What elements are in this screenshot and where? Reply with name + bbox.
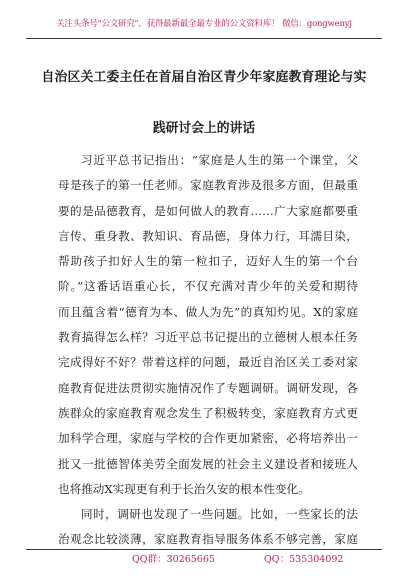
body-line: 族群众的家庭教育观念发生了积极转变，家庭教育方式更 (58, 405, 358, 420)
body-line: 也将推动X实现更有利于长治久安的根本性变化。 (58, 481, 310, 496)
body-line: 教育搞得怎么样？习近平总书记提出的立德树人根本任务 (58, 330, 358, 345)
body-line: 治观念比较淡薄，家庭教育指导服务体系不够完善，家庭 (58, 532, 358, 547)
body-line: 加科学合理，家庭与学校的合作更加紧密，必将培养出一 (58, 431, 358, 446)
body-line: 完成得好不好？带着这样的问题，最近自治区关工委对家 (58, 355, 358, 370)
footer-qq-contact: QQ：535304092 (264, 554, 344, 565)
document-title-line-1: 自治区关工委主任在首届自治区青少年家庭教育理论与实 (41, 70, 367, 85)
body-line: 要的是品德教育，是如何做人的教育……广大家庭都要重 (58, 203, 358, 218)
page-footer (26, 552, 382, 572)
header-divider (26, 38, 382, 39)
footer-qq-group: QQ群：30265665 (132, 554, 215, 565)
body-line: 阶。”这番话语重心长，不仅充满对青少年的关爱和期待 (58, 279, 358, 294)
document-title-line-2: 践研讨会上的讲话 (152, 121, 256, 136)
body-line: 母是孩子的第一任老师。家庭教育涉及很多方面，但最重 (58, 178, 358, 193)
footer-divider (26, 549, 382, 550)
body-line: 帮助孩子扣好人生的第一粒扣子，迈好人生的第一个台 (58, 254, 358, 269)
body-line: 批又一批德智体美劳全面发展的社会主义建设者和接班人 (58, 456, 358, 471)
body-line: 而且蕴含着“德育为本、做人为先”的真知灼见。X的家庭 (58, 304, 358, 319)
body-line: 同时，调研也发现了一些问题。比如，一些家长的法 (81, 507, 358, 522)
body-line: 习近平总书记指出：“家庭是人生的第一个课堂，父 (81, 153, 358, 167)
body-line: 言传、重身教、教知识、育品德，身体力行，耳濡目染， (58, 228, 358, 243)
page-header: 关注头条号"公文研究"，获得最新最全最专业的公文资料库！ 微信：gongwenyj (56, 19, 352, 29)
body-line: 庭教育促进法贯彻实施情况作了专题调研。调研发现，各 (58, 380, 358, 395)
document-body (58, 148, 358, 553)
